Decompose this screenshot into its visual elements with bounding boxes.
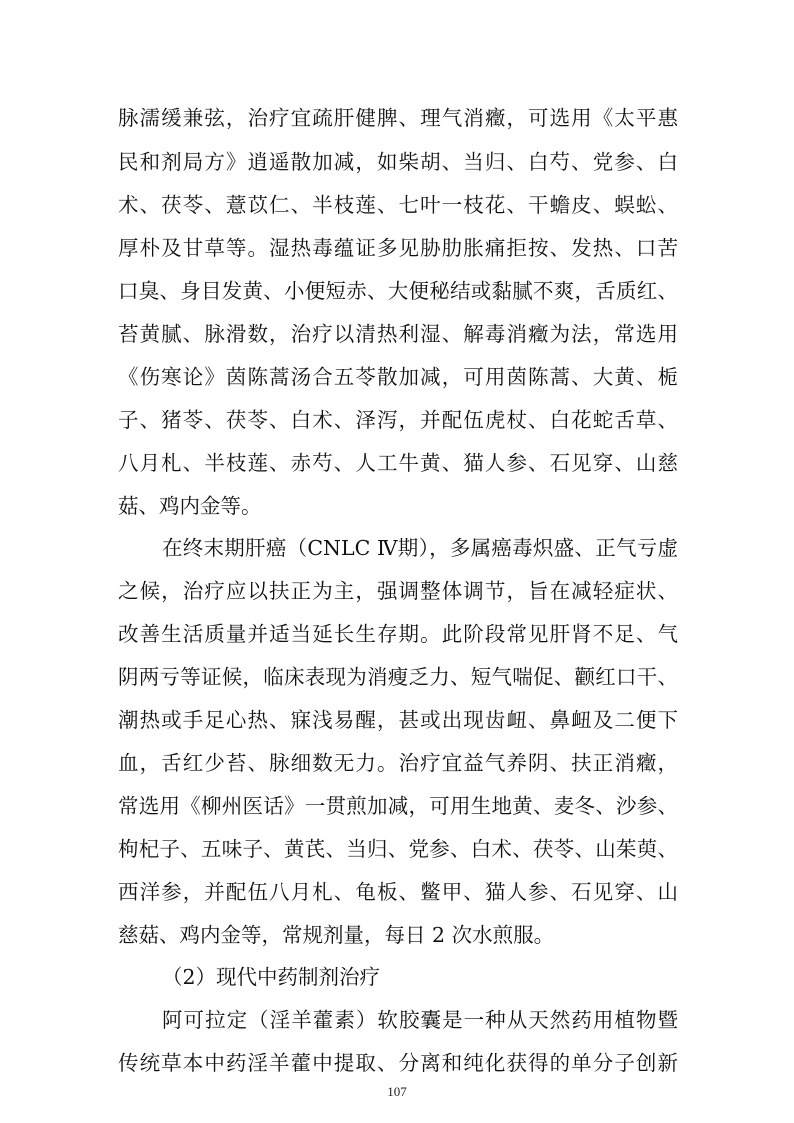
- text-line: 慈菇、鸡内金等，常规剂量，每日 2 次水煎服。: [118, 923, 555, 947]
- paragraph-first-line: 在终末期肝癌（CNLC Ⅳ期），多属癌毒炽盛、正气亏虚: [162, 536, 678, 560]
- text-line: 传统草本中药淫羊藿中提取、分离和纯化获得的单分子创新: [118, 1051, 678, 1075]
- paragraph-first-line: 阿可拉定（淫羊藿素）软胶囊是一种从天然药用植物暨: [162, 1008, 678, 1032]
- text-line: 子、猪苓、茯苓、白术、泽泻，并配伍虎杖、白花蛇舌草、: [118, 408, 678, 432]
- section-heading: （2）现代中药制剂治疗: [162, 965, 381, 989]
- text-line: 血，舌红少苔、脉细数无力。治疗宜益气养阴、扶正消癥，: [118, 751, 678, 775]
- text-line: 八月札、半枝莲、赤芍、人工牛黄、猫人参、石见穿、山慈: [118, 451, 678, 475]
- page-number: 107: [387, 1084, 407, 1099]
- text-line: 之候，治疗应以扶正为主，强调整体调节，旨在减轻症状、: [118, 579, 678, 603]
- text-line: 苔黄腻、脉滑数，治疗以清热利湿、解毒消癥为法，常选用: [118, 322, 678, 346]
- text-line: 口臭、身目发黄、小便短赤、大便秘结或黏腻不爽，舌质红、: [118, 279, 678, 303]
- text-line: 潮热或手足心热、寐浅易醒，甚或出现齿衄、鼻衄及二便下: [118, 708, 678, 732]
- text-line: 民和剂局方》逍遥散加减，如柴胡、当归、白芍、党参、白: [118, 150, 678, 174]
- text-line: 阴两亏等证候，临床表现为消瘦乏力、短气喘促、颧红口干、: [118, 665, 678, 689]
- text-line: 厚朴及甘草等。湿热毒蕴证多见胁肋胀痛拒按、发热、口苦: [118, 236, 678, 260]
- text-line: 常选用《柳州医话》一贯煎加减，可用生地黄、麦冬、沙参、: [118, 794, 678, 818]
- text-line: 西洋参，并配伍八月札、龟板、鳖甲、猫人参、石见穿、山: [118, 880, 678, 904]
- text-line: 菇、鸡内金等。: [118, 494, 262, 518]
- text-line: 《伤寒论》茵陈蒿汤合五苓散加减，可用茵陈蒿、大黄、栀: [118, 365, 678, 389]
- text-line: 改善生活质量并适当延长生存期。此阶段常见肝肾不足、气: [118, 622, 678, 646]
- text-line: 脉濡缓兼弦，治疗宜疏肝健脾、理气消癥，可选用《太平惠: [118, 106, 678, 130]
- text-line: 枸杞子、五味子、黄芪、当归、党参、白术、茯苓、山茱萸、: [118, 837, 678, 861]
- text-line: 术、茯苓、薏苡仁、半枝莲、七叶一枝花、干蟾皮、蜈蚣、: [118, 193, 678, 217]
